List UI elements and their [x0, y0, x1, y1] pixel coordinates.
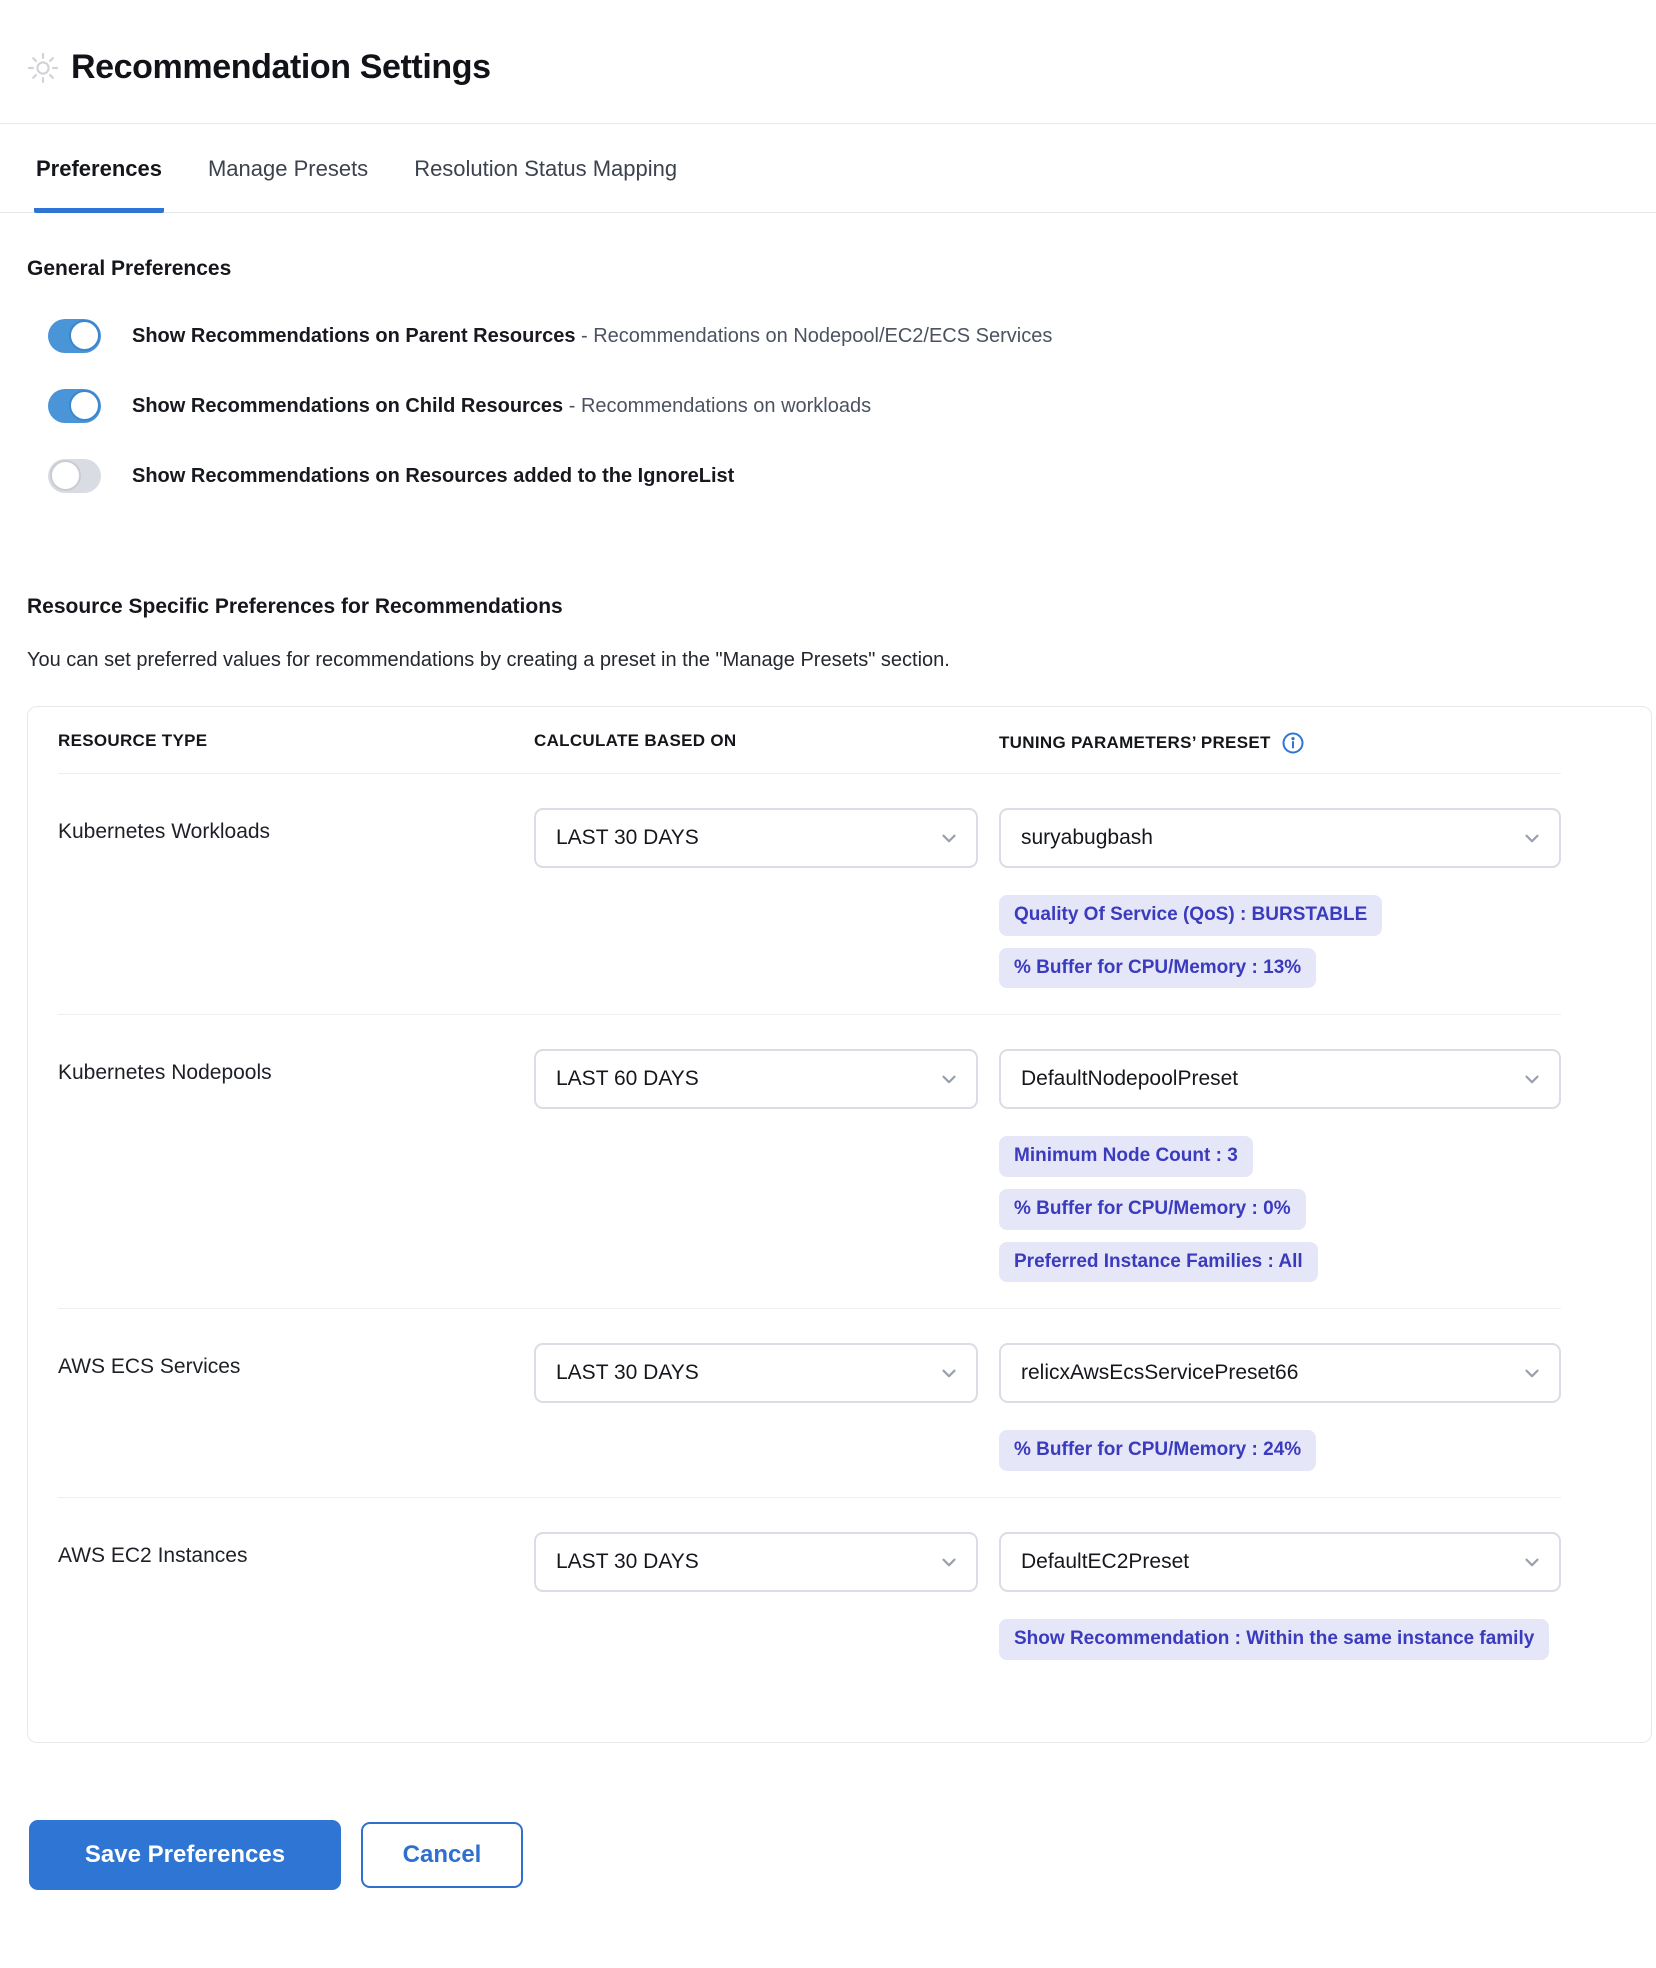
resource-type-label: Kubernetes Nodepools: [58, 1061, 272, 1085]
toggle-label-description: - Recommendations on workloads: [568, 394, 872, 417]
save-preferences-button[interactable]: Save Preferences: [29, 1820, 341, 1890]
selected-period: LAST 60 DAYS: [556, 1067, 699, 1091]
calculate-based-on-select[interactable]: [534, 1532, 978, 1592]
toggle-label: [132, 325, 1052, 348]
toggle-ignorelist-resources[interactable]: [48, 459, 101, 493]
preset-badges: [999, 1430, 1561, 1471]
column-header-tuning-preset: [999, 731, 1561, 755]
chevron-down-icon: [1521, 1362, 1543, 1384]
general-preferences-heading: General Preferences: [27, 257, 232, 280]
calculate-based-on-select[interactable]: [534, 808, 978, 868]
resource-preferences-table: [27, 706, 1652, 1743]
table-row: [58, 1498, 1561, 1660]
page-header: [27, 0, 1656, 87]
toggle-row-child-resources: [27, 389, 1656, 423]
calculate-cell: [534, 1532, 999, 1592]
tab-preferences[interactable]: Preferences: [34, 124, 164, 213]
page-title: Recommendation Settings: [71, 48, 491, 86]
toggle-knob: [69, 320, 100, 351]
info-icon[interactable]: [1281, 731, 1305, 755]
tab-manage-presets[interactable]: Manage Presets: [207, 156, 369, 181]
selected-preset: DefaultNodepoolPreset: [1021, 1067, 1239, 1091]
preset-badges: [999, 895, 1561, 988]
selected-period: LAST 30 DAYS: [556, 1361, 699, 1385]
tuning-preset-select[interactable]: [999, 1343, 1561, 1403]
chevron-down-icon: [1521, 1551, 1543, 1573]
selected-preset: DefaultEC2Preset: [1021, 1550, 1190, 1574]
toggle-knob: [69, 390, 100, 421]
cancel-button[interactable]: Cancel: [361, 1822, 523, 1888]
tuning-preset-select[interactable]: [999, 808, 1561, 868]
resource-type-label: AWS ECS Services: [58, 1355, 241, 1379]
column-header-resource-type: RESOURCE TYPE: [58, 731, 208, 750]
chevron-down-icon: [938, 1551, 960, 1573]
calculate-cell: [534, 1049, 999, 1109]
tab-resolution-status-mapping[interactable]: Resolution Status Mapping: [414, 156, 678, 181]
resource-specific-description: You can set preferred values for recommendations by creating a preset in the "Manage Presets" section.: [27, 649, 950, 671]
table-row: [58, 1309, 1561, 1498]
preset-badge: % Buffer for CPU/Memory : 0%: [999, 1189, 1306, 1230]
selected-preset: relicxAwsEcsServicePreset66: [1021, 1361, 1299, 1385]
toggle-knob: [50, 460, 81, 491]
toggle-label: [132, 395, 871, 418]
preset-badge: Minimum Node Count : 3: [999, 1136, 1253, 1177]
selected-preset: suryabugbash: [1021, 826, 1153, 849]
resource-type-label: AWS EC2 Instances: [58, 1544, 248, 1568]
gear-icon: [27, 52, 59, 84]
column-header-tuning-preset-label: TUNING PARAMETERS’ PRESET: [999, 733, 1271, 752]
chevron-down-icon: [1521, 827, 1543, 849]
toggle-parent-resources[interactable]: [48, 319, 101, 353]
preset-badges: [999, 1136, 1561, 1282]
chevron-down-icon: [938, 1362, 960, 1384]
toggle-child-resources[interactable]: [48, 389, 101, 423]
chevron-down-icon: [938, 1068, 960, 1090]
preset-cell: [999, 808, 1561, 988]
preset-badge: % Buffer for CPU/Memory : 24%: [999, 1430, 1316, 1471]
selected-period: LAST 30 DAYS: [556, 1550, 699, 1574]
chevron-down-icon: [1521, 1068, 1543, 1090]
preset-badge: Quality Of Service (QoS) : BURSTABLE: [999, 895, 1382, 936]
toggle-row-parent-resources: [27, 319, 1656, 353]
preset-badge: Show Recommendation : Within the same instance family: [999, 1619, 1549, 1660]
tuning-preset-select[interactable]: [999, 1049, 1561, 1109]
selected-period: LAST 30 DAYS: [556, 826, 699, 849]
tuning-preset-select[interactable]: [999, 1532, 1561, 1592]
toggle-label-main: Show Recommendations on Resources added to the IgnoreList: [132, 464, 735, 487]
footer-actions: [29, 1820, 1656, 1890]
chevron-down-icon: [938, 827, 960, 849]
table-row: [58, 1015, 1561, 1309]
preset-badge: % Buffer for CPU/Memory : 13%: [999, 948, 1316, 989]
preset-badges: [999, 1619, 1561, 1660]
preset-cell: [999, 1532, 1561, 1660]
general-preferences-toggles: [27, 319, 1656, 493]
preset-badge: Preferred Instance Families : All: [999, 1242, 1318, 1283]
calculate-based-on-select[interactable]: [534, 1049, 978, 1109]
resource-specific-heading: Resource Specific Preferences for Recommendations: [27, 595, 563, 618]
table-header-row: [58, 731, 1561, 774]
table-row: [58, 774, 1561, 1015]
preset-cell: [999, 1343, 1561, 1471]
tab-bar: [0, 124, 1656, 213]
toggle-label-main: Show Recommendations on Child Resources: [132, 394, 564, 417]
calculate-cell: [534, 808, 999, 868]
resource-type-label: Kubernetes Workloads: [58, 820, 271, 843]
toggle-label-main: Show Recommendations on Parent Resources: [132, 324, 576, 347]
preset-cell: [999, 1049, 1561, 1282]
column-header-calculate-based-on: CALCULATE BASED ON: [534, 731, 737, 750]
calculate-cell: [534, 1343, 999, 1403]
toggle-label: [132, 465, 734, 488]
toggle-label-description: - Recommendations on Nodepool/EC2/ECS Services: [581, 324, 1053, 347]
calculate-based-on-select[interactable]: [534, 1343, 978, 1403]
toggle-row-ignorelist-resources: [27, 459, 1656, 493]
